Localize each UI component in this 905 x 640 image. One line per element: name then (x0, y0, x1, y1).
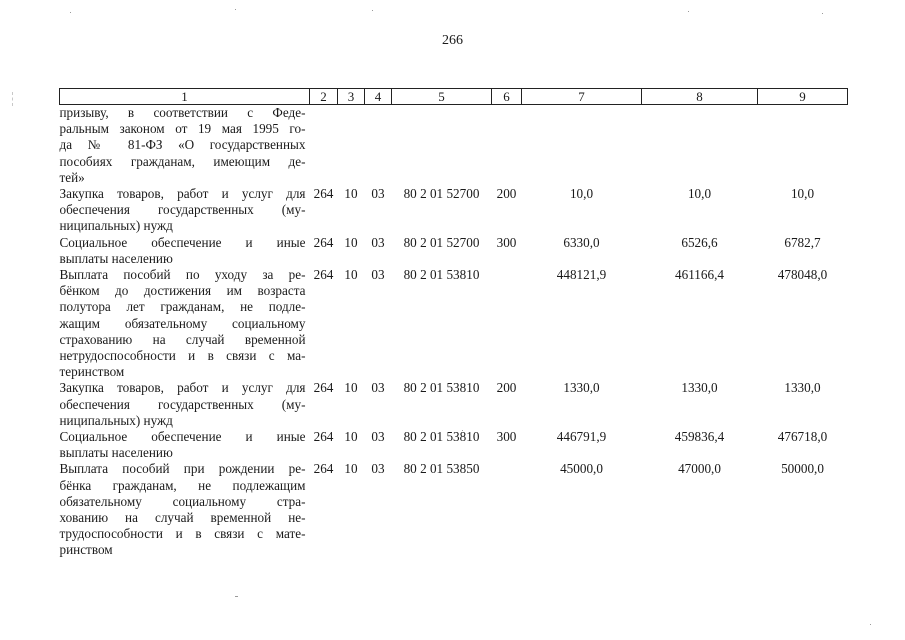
section-code: 10 (344, 461, 358, 477)
row-description (60, 380, 310, 429)
subsection-code: 03 (371, 380, 385, 396)
description-line: бёнком до достижения им возраста (59, 283, 306, 299)
description-line: выплаты населению (59, 445, 173, 461)
column-header-7: 7 (522, 89, 642, 105)
expense-type-code (492, 461, 522, 558)
page-number: 266 (442, 33, 463, 48)
description-line: Социальное обеспечение и иные (59, 429, 306, 445)
budget-table (59, 88, 848, 559)
row-description (60, 267, 310, 380)
description-line: обеспечения государственных (му- (59, 202, 306, 218)
amount-col-7: 6330,0 (563, 234, 600, 250)
amount-col-8: 10,0 (687, 186, 712, 202)
table-row (60, 105, 848, 187)
chapter-code: 264 (313, 267, 334, 283)
table-row (60, 461, 848, 558)
target-article-code: 80 2 01 52700 (403, 234, 480, 250)
target-article-code: 80 2 01 53810 (403, 267, 480, 283)
expense-type-code (492, 267, 522, 380)
amount-col-7: 448121,9 (556, 267, 607, 283)
description-line: полутора лет гражданам, не подле- (59, 299, 306, 315)
description-line: Социальное обеспечение и иные (59, 234, 306, 250)
column-header-2: 2 (310, 89, 338, 105)
expense-type-code: 200 (496, 186, 517, 202)
column-header-9: 9 (758, 89, 848, 105)
amount-col-7: 446791,9 (556, 429, 607, 445)
subsection-code: 03 (371, 186, 385, 202)
description-line: бёнка гражданам, не подлежащим (59, 477, 306, 493)
amount-col-9: 50000,0 (781, 461, 824, 477)
table-row (60, 429, 848, 461)
amount-col-7: 1330,0 (563, 380, 600, 396)
description-line: Закупка товаров, работ и услуг для (59, 380, 306, 396)
scan-speck (235, 596, 238, 597)
description-line: хованию на случай временной не- (59, 510, 306, 526)
amount-col-8: 459836,4 (674, 429, 725, 445)
subsection-code: 03 (371, 234, 385, 250)
expense-type-code (492, 105, 522, 187)
scan-speck (688, 11, 689, 12)
section-code: 10 (344, 234, 358, 250)
amount-col-9 (758, 105, 848, 187)
description-line: трудоспособности и в связи с мате- (59, 526, 306, 542)
description-line: ринством (59, 542, 113, 558)
description-line: Выплата пособий при рождении ре- (59, 461, 306, 477)
amount-col-9: 10,0 (790, 186, 815, 202)
column-number-row (60, 89, 848, 105)
section-code: 10 (344, 267, 358, 283)
description-line: тей» (59, 169, 85, 185)
column-header-4: 4 (365, 89, 392, 105)
row-description (60, 105, 310, 187)
description-line: обязательному социальному стра- (59, 493, 306, 509)
chapter-code: 264 (313, 234, 334, 250)
description-line: теринством (59, 364, 125, 380)
target-article-code: 80 2 01 53810 (403, 380, 480, 396)
row-description (60, 429, 310, 461)
chapter-code: 264 (313, 380, 334, 396)
subsection-code: 03 (371, 267, 385, 283)
column-header-8: 8 (642, 89, 758, 105)
target-article-code: 80 2 01 53850 (403, 461, 480, 477)
row-description (60, 186, 310, 235)
target-article-code (392, 105, 492, 187)
description-line: жащим обязательному социальному (59, 315, 306, 331)
amount-col-8 (642, 105, 758, 187)
subsection-code (365, 105, 392, 187)
chapter-code (310, 105, 338, 187)
description-line: обеспечения государственных (му- (59, 396, 306, 412)
target-article-code: 80 2 01 52700 (403, 186, 480, 202)
description-line: ниципальных) нужд (59, 218, 173, 234)
scan-speck (822, 13, 823, 14)
amount-col-7 (522, 105, 642, 187)
table-row (60, 380, 848, 429)
description-line: выплаты населению (59, 250, 173, 266)
column-header-3: 3 (338, 89, 365, 105)
chapter-code: 264 (313, 186, 334, 202)
row-description (60, 461, 310, 558)
table-body (60, 105, 848, 559)
description-line: призыву, в соответствии с Феде- (59, 105, 306, 120)
section-code: 10 (344, 186, 358, 202)
expense-type-code: 300 (496, 234, 517, 250)
description-line: Закупка товаров, работ и услуг для (59, 186, 306, 202)
amount-col-9: 6782,7 (784, 234, 821, 250)
amount-col-9: 476718,0 (777, 429, 828, 445)
description-line: да № 81-ФЗ «О государственных (59, 137, 306, 153)
chapter-code: 264 (313, 461, 334, 477)
amount-col-8: 461166,4 (675, 267, 724, 283)
amount-col-9: 1330,0 (784, 380, 821, 396)
amount-col-8: 6526,6 (681, 234, 718, 250)
table-row (60, 186, 848, 235)
column-header-5: 5 (392, 89, 492, 105)
description-line: ральным законом от 19 мая 1995 го- (59, 121, 306, 137)
description-line: страхованию на случай временной (59, 331, 306, 347)
target-article-code: 80 2 01 53810 (403, 429, 480, 445)
expense-type-code: 200 (496, 380, 517, 396)
amount-col-7: 10,0 (569, 186, 594, 202)
amount-col-9: 478048,0 (777, 267, 828, 283)
row-description (60, 235, 310, 267)
expense-type-code: 300 (496, 429, 517, 445)
amount-col-8: 47000,0 (678, 461, 721, 477)
scan-speck (235, 9, 236, 10)
table-row (60, 267, 848, 380)
section-code: 10 (344, 380, 358, 396)
table-row (60, 235, 848, 267)
scan-margin-mark (12, 92, 14, 106)
scan-speck (70, 12, 71, 13)
description-line: пособиях гражданам, имеющим де- (59, 153, 306, 169)
description-line: Выплата пособий по уходу за ре- (59, 267, 306, 283)
amount-col-7: 45000,0 (560, 461, 603, 477)
scan-speck (870, 624, 871, 625)
chapter-code: 264 (313, 429, 334, 445)
column-header-6: 6 (492, 89, 522, 105)
section-code (338, 105, 365, 187)
subsection-code: 03 (371, 429, 385, 445)
subsection-code: 03 (371, 461, 385, 477)
section-code: 10 (344, 429, 358, 445)
description-line: нетрудоспособности и в связи с ма- (59, 348, 306, 364)
amount-col-8: 1330,0 (681, 380, 718, 396)
scan-speck (372, 10, 373, 11)
description-line: ниципальных) нужд (59, 412, 173, 428)
column-header-1: 1 (60, 89, 310, 105)
